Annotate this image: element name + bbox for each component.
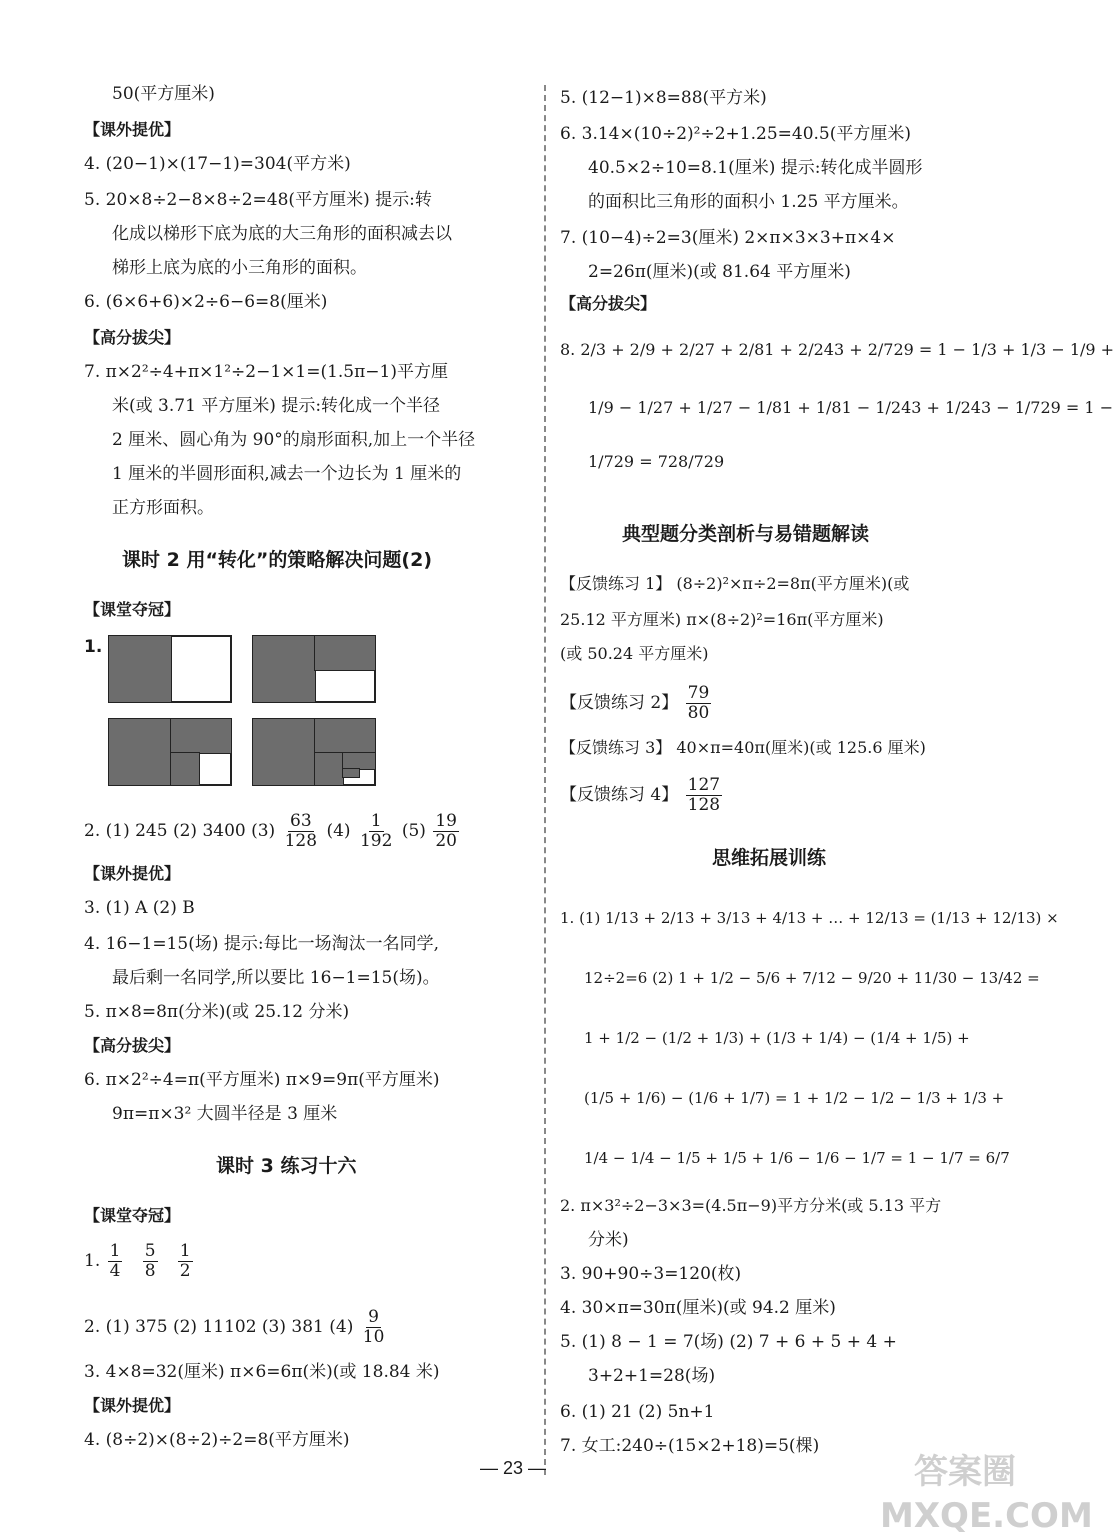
answer-line: 6. (6×6+6)×2÷6−6=8(厘米)	[84, 292, 328, 312]
answer-line: 2. π×3²÷2−3×3=(4.5π−9)平方分米(或 5.13 平方	[560, 1196, 942, 1215]
answer-line: (或 50.24 平方厘米)	[560, 644, 709, 663]
answer-line: 1. $\frac{1}{4}$ $\frac{5}{8}$ $\frac{1}{2}$	[84, 1241, 191, 1281]
section-label: 【高分拔尖】	[560, 294, 657, 313]
answer-line: 化成以梯形下底为底的大三角形的面积减去以	[112, 224, 452, 244]
answer-line: 6. 3.14×(10÷2)²÷2+1.25=40.5(平方厘米)	[560, 124, 912, 144]
answer-line: 3+2+1=28(场)	[588, 1366, 716, 1386]
answer-line: 的面积比三角形的面积小 1.25 平方厘米。	[588, 192, 909, 212]
answer-line: 40.5×2÷10=8.1(厘米) 提示:转化成半圆形	[588, 158, 923, 178]
answer-line: 6. (1) 21 (2) 5n+1	[560, 1402, 715, 1422]
section-title: 思维拓展训练	[712, 847, 827, 869]
section-title: 典型题分类剖析与易错题解读	[622, 523, 870, 545]
answer-line: 2=26π(厘米)(或 81.64 平方厘米)	[588, 262, 851, 282]
answer-line: 7. π×2²÷4+π×1²÷2−1×1=(1.5π−1)平方厘	[84, 362, 448, 382]
answer-line: 【反馈练习 3】 40×π=40π(厘米)(或 125.6 厘米)	[560, 738, 926, 757]
answer-line: 【反馈练习 1】 (8÷2)²×π÷2=8π(平方厘米)(或	[560, 574, 910, 593]
answer-line: 梯形上底为底的小三角形的面积。	[112, 258, 367, 278]
section-label: 【课堂夺冠】	[84, 1206, 181, 1225]
answer-line: 8. 2/3 + 2/9 + 2/27 + 2/81 + 2/243 + 2/729 = 1 − 1/3 + 1/3 − 1/9 +	[560, 340, 1114, 359]
section-label: 【课堂夺冠】	[84, 600, 181, 619]
answer-line: 25.12 平方厘米) π×(8÷2)²=16π(平方厘米)	[560, 610, 884, 629]
question-number: 1.	[84, 637, 103, 657]
answer-line: 2. (1) 375 (2) 11102 (3) 381 (4) $\frac{9}{10}$	[84, 1307, 385, 1347]
fraction: $\frac{1}{192}$	[359, 811, 393, 851]
answer-line: 3. 90+90÷3=120(枚)	[560, 1264, 742, 1284]
answer-line: 3. 4×8=32(厘米) π×6=6π(米)(或 18.84 米)	[84, 1362, 440, 1382]
page-number: — 23 —	[480, 1458, 547, 1478]
fraction: $\frac{19}{20}$	[435, 811, 457, 851]
section-label: 【课外提优】	[84, 864, 181, 883]
answer-line: 5. (12−1)×8=88(平方米)	[560, 88, 767, 108]
answer-line: 1/9 − 1/27 + 1/27 − 1/81 + 1/81 − 1/243 + 1/243 − 1/729 = 1 −	[588, 398, 1114, 417]
answer-line: 5. π×8=8π(分米)(或 25.12 分米)	[84, 1002, 350, 1022]
answer-line: 1 + 1/2 − (1/2 + 1/3) + (1/3 + 1/4) − (1/4 + 1/5) +	[584, 1029, 970, 1047]
section-label: 【课外提优】	[84, 120, 181, 139]
answer-line: 正方形面积。	[112, 498, 214, 518]
answer-line: 1/729 = 728/729	[588, 452, 725, 471]
answer-line: 4. (8÷2)×(8÷2)÷2=8(平方厘米)	[84, 1430, 350, 1450]
answer-line: 米(或 3.71 平方厘米) 提示:转化成一个半径	[112, 396, 441, 416]
answer-line: 4. 16−1=15(场) 提示:每比一场淘汰一名同学,	[84, 934, 439, 954]
section-label: 【高分拔尖】	[84, 1036, 181, 1055]
lesson-title: 课时 2 用“转化”的策略解决问题(2)	[122, 549, 433, 571]
answer-line: 4. (20−1)×(17−1)=304(平方米)	[84, 154, 351, 174]
answer-line: 50(平方厘米)	[112, 84, 215, 104]
answer-line: 【反馈练习 4】 $\frac{127}{128}$	[560, 775, 721, 815]
answer-line: 1. (1) 1/13 + 2/13 + 3/13 + 4/13 + … + 12/13 = (1/13 + 12/13) ×	[560, 909, 1059, 927]
answer-line: 6. π×2²÷4=π(平方厘米) π×9=9π(平方厘米)	[84, 1070, 440, 1090]
answer-line: 5. 20×8÷2−8×8÷2=48(平方厘米) 提示:转	[84, 190, 432, 210]
answer-line: 分米)	[588, 1230, 629, 1250]
answer-line: 【反馈练习 2】 $\frac{79}{80}$	[560, 683, 710, 723]
section-label: 【高分拔尖】	[84, 328, 181, 347]
answer-line: 5. (1) 8 − 1 = 7(场) (2) 7 + 6 + 5 + 4 +	[560, 1332, 897, 1352]
answer-line: 最后剩一名同学,所以要比 16−1=15(场)。	[112, 968, 440, 988]
answer-line: 1 厘米的半圆形面积,减去一个边长为 1 厘米的	[112, 464, 462, 484]
answer-line: 2 厘米、圆心角为 90°的扇形面积,加上一个半径	[112, 430, 476, 450]
answer-line: 2. (1) 245 (2) 3400 (3) $\frac{63}{128}$ (4) $\frac{1}{192}$ (5) $\frac{19}{20}$	[84, 811, 457, 851]
answer-line: 1/4 − 1/4 − 1/5 + 1/5 + 1/6 − 1/6 − 1/7 = 1 − 1/7 = 6/7	[584, 1149, 1010, 1167]
answer-line: 12÷2=6 (2) 1 + 1/2 − 5/6 + 7/12 − 9/20 + 11/30 − 13/42 =	[584, 969, 1040, 987]
answer-line: 3. (1) A (2) B	[84, 898, 195, 918]
answer-line: 7. (10−4)÷2=3(厘米) 2×π×3×3+π×4×	[560, 228, 896, 248]
answer-line: 9π=π×3² 大圆半径是 3 厘米	[112, 1104, 338, 1124]
section-label: 【课外提优】	[84, 1396, 181, 1415]
lesson-title: 课时 3 练习十六	[216, 1155, 357, 1177]
answer-line: 4. 30×π=30π(厘米)(或 94.2 厘米)	[560, 1298, 836, 1318]
watermark: 答案圈 MXQE.COM	[880, 1452, 1093, 1536]
fraction: $\frac{63}{128}$	[284, 811, 318, 851]
column-divider	[544, 85, 546, 1475]
answer-line: 7. 女工:240÷(15×2+18)=5(棵)	[560, 1436, 820, 1456]
answer-line: (1/5 + 1/6) − (1/6 + 1/7) = 1 + 1/2 − 1/2 − 1/3 + 1/3 +	[584, 1089, 1005, 1107]
